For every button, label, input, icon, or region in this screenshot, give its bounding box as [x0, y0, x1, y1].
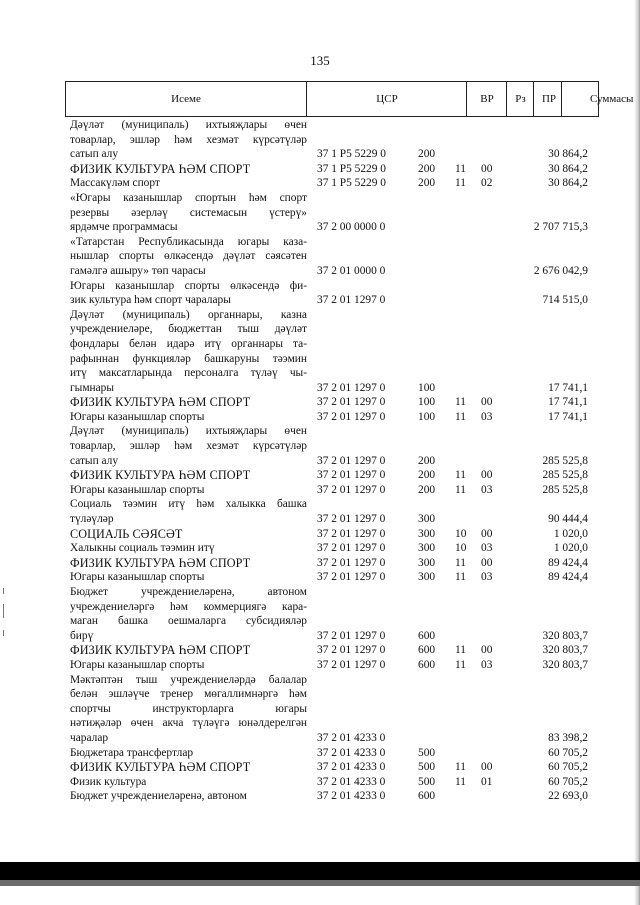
row-vr: 300 [418, 527, 436, 540]
row-sum: 1 020,0 [553, 527, 588, 540]
row-sum: 90 444,4 [548, 513, 588, 526]
row-name-line: гымнары [70, 381, 115, 394]
row-vr: 500 [418, 746, 436, 759]
row-name-line: ярдәмче программасы [70, 221, 178, 234]
row-rz: 11 [455, 644, 466, 657]
row-name [70, 483, 307, 498]
row-csr: 37 2 01 1297 0 [317, 410, 386, 423]
table-row [70, 527, 600, 542]
row-csr: 37 2 01 1297 0 [317, 629, 386, 642]
table-row [70, 279, 600, 308]
table-header [65, 81, 634, 117]
page-number: 135 [310, 53, 330, 68]
row-name [70, 760, 307, 775]
row-name-line: товарлар, эшләр һәм хезмәт күрсәтүләр [70, 133, 307, 146]
row-vr: 500 [418, 761, 436, 774]
row-sum: 60 705,2 [548, 761, 588, 774]
row-pr: 00 [481, 162, 493, 175]
row-vr: 600 [418, 658, 436, 671]
row-sum: 22 693,0 [548, 790, 588, 803]
row-sum: 83 398,2 [548, 731, 588, 744]
row-name-line: бирү [70, 629, 94, 642]
row-sum: 1 020,0 [553, 542, 588, 555]
row-pr: 00 [481, 469, 493, 482]
row-sum: 17 741,1 [548, 410, 588, 423]
row-name [70, 789, 307, 804]
row-pr: 03 [481, 571, 493, 584]
row-pr: 03 [481, 483, 493, 496]
table-row [70, 308, 600, 396]
row-name-line: итү максатларында персоналга түләү чы- [70, 367, 307, 380]
row-name-line: Бюджет учреждениеләренә, автоном [70, 790, 247, 803]
table-row [70, 497, 600, 526]
row-name [70, 527, 307, 542]
row-pr: 00 [481, 556, 493, 569]
row-name [70, 643, 307, 658]
row-csr: 37 2 01 0000 0 [317, 264, 386, 277]
row-rz: 11 [455, 571, 466, 584]
row-rz: 10 [455, 542, 467, 555]
table-row [70, 673, 600, 746]
row-name-line: ФИЗИК КУЛЬТУРА ҺӘМ СПОРТ [70, 395, 251, 410]
row-csr: 37 2 01 1297 0 [317, 542, 386, 555]
row-rz: 11 [455, 775, 466, 788]
row-csr: 37 2 01 1297 0 [317, 454, 386, 467]
row-csr: 37 1 P5 5229 0 [317, 148, 386, 161]
row-name [70, 570, 307, 585]
row-sum: 60 705,2 [548, 775, 588, 788]
row-name [70, 308, 307, 396]
table-row [70, 176, 600, 191]
column-header-sum: Суммасы [561, 82, 640, 116]
table-row [70, 585, 600, 643]
row-name-line: фондлары белән идарә итү органнары та- [70, 337, 307, 350]
column-header-name: Исеме [171, 93, 201, 105]
table-row [70, 658, 600, 673]
row-sum: 89 424,4 [548, 571, 588, 584]
row-name [70, 176, 307, 191]
row-vr: 600 [418, 644, 436, 657]
row-vr: 200 [418, 454, 436, 467]
row-csr: 37 2 01 4233 0 [317, 775, 386, 788]
table-row [70, 570, 600, 585]
scan-bottom-band [0, 862, 640, 880]
table-row [70, 395, 600, 410]
row-name-line: нәтиҗәләр өчен акча түләүгә юнәлдерелгән [70, 717, 307, 730]
row-csr: 37 2 01 1297 0 [317, 658, 386, 671]
row-name-line: белән эшләүче тренер мөгаллимнәргә һәм [70, 688, 307, 701]
row-name-line: «Югары казанышлар спортын һәм спорт [70, 191, 307, 204]
row-csr: 37 2 01 4233 0 [317, 731, 386, 744]
row-sum: 2 676 042,9 [533, 264, 588, 277]
row-name-line: рафыннан функцияләр башкаруны тәэмин [70, 352, 307, 365]
row-name-line: зик культура һәм спорт чаралары [70, 294, 231, 307]
row-name-line: ФИЗИК КУЛЬТУРА ҺӘМ СПОРТ [70, 161, 251, 176]
row-sum: 320 803,7 [542, 658, 588, 671]
row-name-line: Бюджет учреждениеләренә, автоном [70, 586, 307, 598]
row-name-line: Дәүләт (муниципаль) органнары, казна [70, 308, 307, 321]
row-rz: 11 [455, 556, 466, 569]
row-vr: 300 [418, 571, 436, 584]
row-name-line: учреждениеләргә һәм коммерциягә кара- [70, 600, 307, 613]
row-name [70, 468, 307, 483]
row-name [70, 541, 307, 556]
row-name [70, 658, 307, 673]
table-row [70, 424, 600, 468]
row-csr: 37 2 01 1297 0 [317, 571, 386, 584]
table-row [70, 410, 600, 425]
row-name-line: гамәлгә ашыру» төп чарасы [70, 264, 206, 277]
scan-bottom-shadow [0, 880, 640, 886]
row-sum: 285 525,8 [542, 469, 588, 482]
row-pr: 03 [481, 410, 493, 423]
row-name [70, 279, 307, 308]
row-name [70, 410, 307, 425]
row-sum: 714 515,0 [542, 294, 588, 307]
row-vr: 200 [418, 162, 436, 175]
column-header-csr: ЦСР [306, 82, 467, 116]
row-vr: 100 [418, 410, 436, 423]
row-name-line: Социаль тәэмин итү һәм халыкка башка [70, 498, 307, 511]
row-name-line: Югары казанышлар спорты [70, 658, 205, 671]
row-sum: 285 525,8 [542, 483, 588, 496]
row-rz: 11 [455, 396, 466, 409]
row-csr: 37 2 01 1297 0 [317, 396, 386, 409]
row-name-line: сатып алу [70, 148, 119, 161]
row-vr: 300 [418, 556, 436, 569]
row-name [70, 191, 307, 235]
table-row [70, 483, 600, 498]
column-header-vr: ВР [466, 82, 507, 116]
row-sum: 2 707 715,3 [533, 221, 588, 234]
row-csr: 37 2 01 1297 0 [317, 513, 386, 526]
row-pr: 00 [481, 396, 493, 409]
row-name [70, 746, 307, 761]
row-csr: 37 2 01 1297 0 [317, 556, 386, 569]
row-pr: 00 [481, 644, 493, 657]
row-name-line: Югары казанышлар спорты [70, 483, 205, 496]
row-name-line: ФИЗИК КУЛЬТУРА ҺӘМ СПОРТ [70, 555, 251, 570]
row-name-line: ФИЗИК КУЛЬТУРА ҺӘМ СПОРТ [70, 760, 251, 775]
row-csr: 37 2 01 1297 0 [317, 527, 386, 540]
row-vr: 600 [418, 629, 436, 642]
row-pr: 00 [481, 761, 493, 774]
row-sum: 30 864,2 [548, 148, 588, 161]
row-pr: 02 [481, 177, 493, 190]
row-vr: 600 [418, 790, 436, 803]
table-row [70, 541, 600, 556]
row-name-line: ФИЗИК КУЛЬТУРА ҺӘМ СПОРТ [70, 468, 251, 483]
row-vr: 500 [418, 775, 436, 788]
row-name-line: ФИЗИК КУЛЬТУРА ҺӘМ СПОРТ [70, 643, 251, 658]
row-name-line: сатып алу [70, 454, 119, 467]
row-sum: 320 803,7 [542, 629, 588, 642]
row-name-line: товарлар, эшләр һәм хезмәт күрсәтүләр [70, 440, 307, 453]
row-name-line: Дәүләт (муниципаль) ихтыяҗлары өчен [70, 119, 307, 131]
row-csr: 37 2 00 0000 0 [317, 221, 386, 234]
row-vr: 200 [418, 483, 436, 496]
row-sum: 30 864,2 [548, 177, 588, 190]
row-vr: 100 [418, 381, 436, 394]
row-sum: 17 741,1 [548, 396, 588, 409]
row-name-line: спортчы инструкторларга югары [70, 702, 307, 715]
row-name [70, 118, 307, 162]
table-row [70, 746, 600, 761]
row-name-line: Бюджетара трансфертлар [70, 746, 194, 759]
row-csr: 37 2 01 1297 0 [317, 294, 386, 307]
row-rz: 11 [455, 177, 466, 190]
table-row [70, 191, 600, 235]
row-rz: 10 [455, 527, 467, 540]
row-sum: 30 864,2 [548, 162, 588, 175]
scan-edge-mark [3, 630, 4, 636]
row-rz: 11 [455, 761, 466, 774]
row-name-line: Массакүләм спорт [70, 177, 160, 190]
row-csr: 37 2 01 1297 0 [317, 483, 386, 496]
row-vr: 200 [418, 469, 436, 482]
table-row [70, 775, 600, 790]
table-row [70, 643, 600, 658]
scan-edge-mark [3, 588, 4, 594]
row-vr: 200 [418, 177, 436, 190]
row-name-line: СОЦИАЛЬ СӘЯСӘТ [70, 526, 183, 541]
row-name-line: маган башка оешмаларга субсидияләр [70, 615, 307, 628]
row-csr: 37 2 01 4233 0 [317, 761, 386, 774]
row-pr: 00 [481, 527, 493, 540]
table-body [70, 118, 600, 804]
scan-right-edge [634, 0, 640, 905]
table-row [70, 789, 600, 804]
row-name-line: Югары казанышлар спорты [70, 410, 205, 423]
row-sum: 89 424,4 [548, 556, 588, 569]
table-row [70, 162, 600, 177]
row-rz: 11 [455, 658, 466, 671]
row-name-line: Югары казанышлар спорты [70, 571, 205, 584]
row-sum: 60 705,2 [548, 746, 588, 759]
row-name-line: чаралар [70, 731, 109, 744]
row-vr: 100 [418, 396, 436, 409]
row-name-line: учреждениеләре, бюджеттан тыш дәүләт [70, 323, 307, 336]
column-header-rz: Рз [506, 82, 534, 116]
row-csr: 37 2 01 4233 0 [317, 746, 386, 759]
row-name-line: Югары казанышлар спорты өлкәсендә фи- [70, 279, 307, 292]
row-rz: 11 [455, 469, 466, 482]
row-name [70, 585, 307, 643]
row-name [70, 673, 307, 746]
row-name-line: нышлар спорты өлкәсендә дәүләт сәясәтен [70, 250, 307, 263]
row-pr: 01 [481, 775, 493, 788]
row-sum: 285 525,8 [542, 454, 588, 467]
row-name [70, 162, 307, 177]
row-name-line: Халыкны социаль тәэмин итү [70, 542, 215, 555]
row-rz: 11 [455, 162, 466, 175]
row-csr: 37 1 P5 5229 0 [317, 162, 386, 175]
row-name-line: Физик культура [70, 775, 147, 788]
row-name-line: түләүләр [70, 513, 114, 526]
row-name [70, 556, 307, 571]
row-name [70, 424, 307, 468]
row-vr: 300 [418, 513, 436, 526]
row-vr: 300 [418, 542, 436, 555]
row-csr: 37 2 01 1297 0 [317, 469, 386, 482]
row-sum: 320 803,7 [542, 644, 588, 657]
row-name [70, 395, 307, 410]
row-csr: 37 2 01 1297 0 [317, 381, 386, 394]
row-name [70, 235, 307, 279]
row-rz: 11 [455, 483, 466, 496]
table-row [70, 118, 600, 162]
scan-edge-mark [3, 604, 4, 618]
row-pr: 03 [481, 658, 493, 671]
row-vr: 200 [418, 148, 436, 161]
row-csr: 37 1 P5 5229 0 [317, 177, 386, 190]
row-csr: 37 2 01 1297 0 [317, 644, 386, 657]
row-name-line: Мәктәптән тыш учреждениеләрдә балалар [70, 673, 307, 686]
table-row [70, 468, 600, 483]
row-sum: 17 741,1 [548, 381, 588, 394]
row-csr: 37 2 01 4233 0 [317, 790, 386, 803]
row-name-line: «Татарстан Республикасында югары каза- [70, 235, 307, 248]
row-name-line: Дәүләт (муниципаль) ихтыяҗлары өчен [70, 425, 307, 438]
column-header-pr: ПР [533, 82, 564, 116]
row-name [70, 497, 307, 526]
row-rz: 11 [455, 410, 466, 423]
table-row [70, 556, 600, 571]
row-name [70, 775, 307, 790]
table-row [70, 760, 600, 775]
table-row [70, 235, 600, 279]
row-pr: 03 [481, 542, 493, 555]
row-name-line: резервы әзерләү системасын үстерү» [70, 206, 307, 219]
